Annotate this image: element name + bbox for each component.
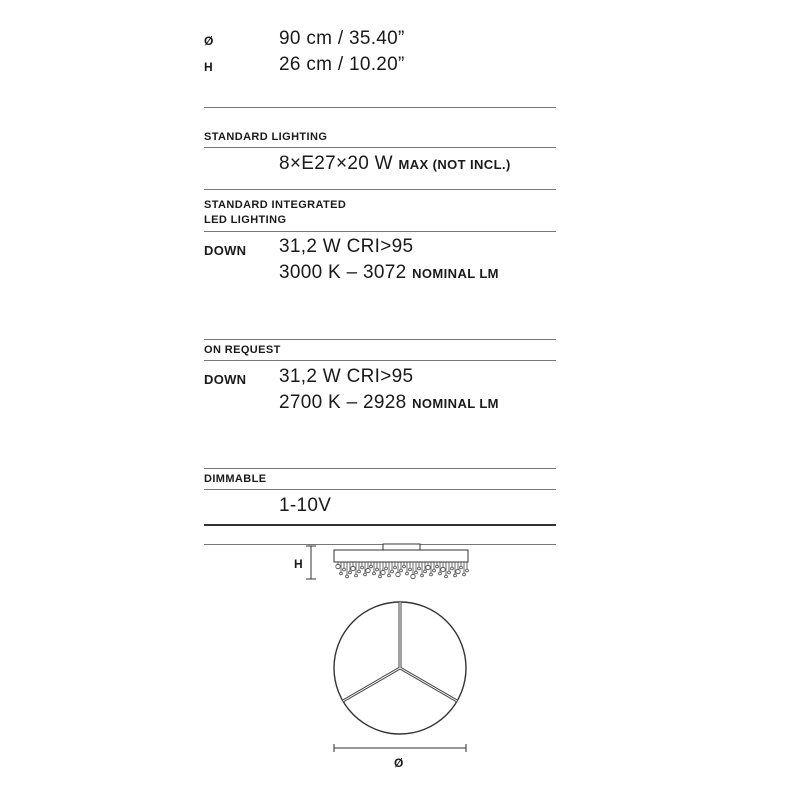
crystal-drop	[391, 570, 394, 573]
crystal-drop	[409, 568, 412, 571]
crystal-drop	[361, 566, 364, 569]
crystal-drop	[445, 575, 448, 578]
crystal-drop	[451, 567, 454, 570]
crystal-drop	[466, 569, 469, 572]
top-view	[334, 602, 466, 734]
height-value: 26 cm / 10.20”	[279, 54, 405, 75]
crystal-drop	[430, 573, 433, 576]
crystal-drop	[394, 566, 397, 569]
standard-lighting-heading: STANDARD LIGHTING	[204, 131, 328, 143]
crystal-drop	[463, 573, 466, 576]
on-request-power: 31,2 W CRI>95	[279, 366, 414, 387]
crystal-drop	[349, 571, 352, 574]
crystal-drop	[370, 565, 373, 568]
on-request-output-suffix: NOMINAL LM	[412, 396, 499, 411]
side-view	[306, 544, 468, 579]
crystal-drop	[343, 568, 346, 571]
ceiling-canopy	[383, 544, 420, 550]
crystal-drop	[439, 572, 442, 575]
crystal-drop	[460, 566, 463, 569]
dimmable-value: 1-10V	[279, 495, 332, 516]
crystal-drop	[406, 572, 409, 575]
crystal-drops	[336, 562, 469, 579]
integrated-led-output-value: 3000 K – 3072	[279, 262, 407, 283]
crystal-drop	[418, 567, 421, 570]
standard-lighting-suffix: MAX (NOT INCL.)	[398, 157, 511, 172]
integrated-led-heading-line1: STANDARD INTEGRATED	[204, 199, 347, 211]
crystal-drop	[379, 575, 382, 578]
crystal-drop	[421, 574, 424, 577]
crystal-drop	[454, 574, 457, 577]
crystal-drop	[388, 574, 391, 577]
diameter-symbol: Ø	[204, 34, 214, 48]
crystal-drop	[436, 565, 439, 568]
crystal-drop	[373, 572, 376, 575]
crystal-drop	[424, 570, 427, 573]
height-symbol: H	[204, 60, 214, 74]
on-request-direction-label: DOWN	[204, 372, 247, 387]
crystal-drop	[340, 572, 343, 575]
crystal-drop	[358, 570, 361, 573]
crystal-drop	[403, 565, 406, 568]
crystal-drop	[448, 571, 451, 574]
crystal-drop	[346, 575, 349, 578]
lamp-body	[334, 550, 468, 562]
crystal-drop	[415, 571, 418, 574]
diameter-value: 90 cm / 35.40”	[279, 28, 405, 49]
on-request-output-value: 2700 K – 2928	[279, 392, 407, 413]
crystal-drop	[355, 574, 358, 577]
dimmable-heading: DIMMABLE	[204, 473, 267, 485]
diameter-drawing-label: Ø	[394, 756, 404, 770]
crystal-drop	[433, 569, 436, 572]
diameter-dimension	[334, 744, 466, 752]
standard-lighting-spec: 8×E27×20 W	[279, 153, 393, 174]
crystal-drop	[364, 573, 367, 576]
height-drawing-label: H	[294, 557, 304, 571]
integrated-led-output-suffix: NOMINAL LM	[412, 266, 499, 281]
crystal-drop	[385, 567, 388, 570]
on-request-heading: ON REQUEST	[204, 344, 281, 356]
integrated-led-direction-label: DOWN	[204, 243, 247, 258]
integrated-led-power: 31,2 W CRI>95	[279, 236, 414, 257]
crystal-drop	[376, 568, 379, 571]
crystal-drop	[400, 569, 403, 572]
integrated-led-heading-line2: LED LIGHTING	[204, 214, 287, 226]
